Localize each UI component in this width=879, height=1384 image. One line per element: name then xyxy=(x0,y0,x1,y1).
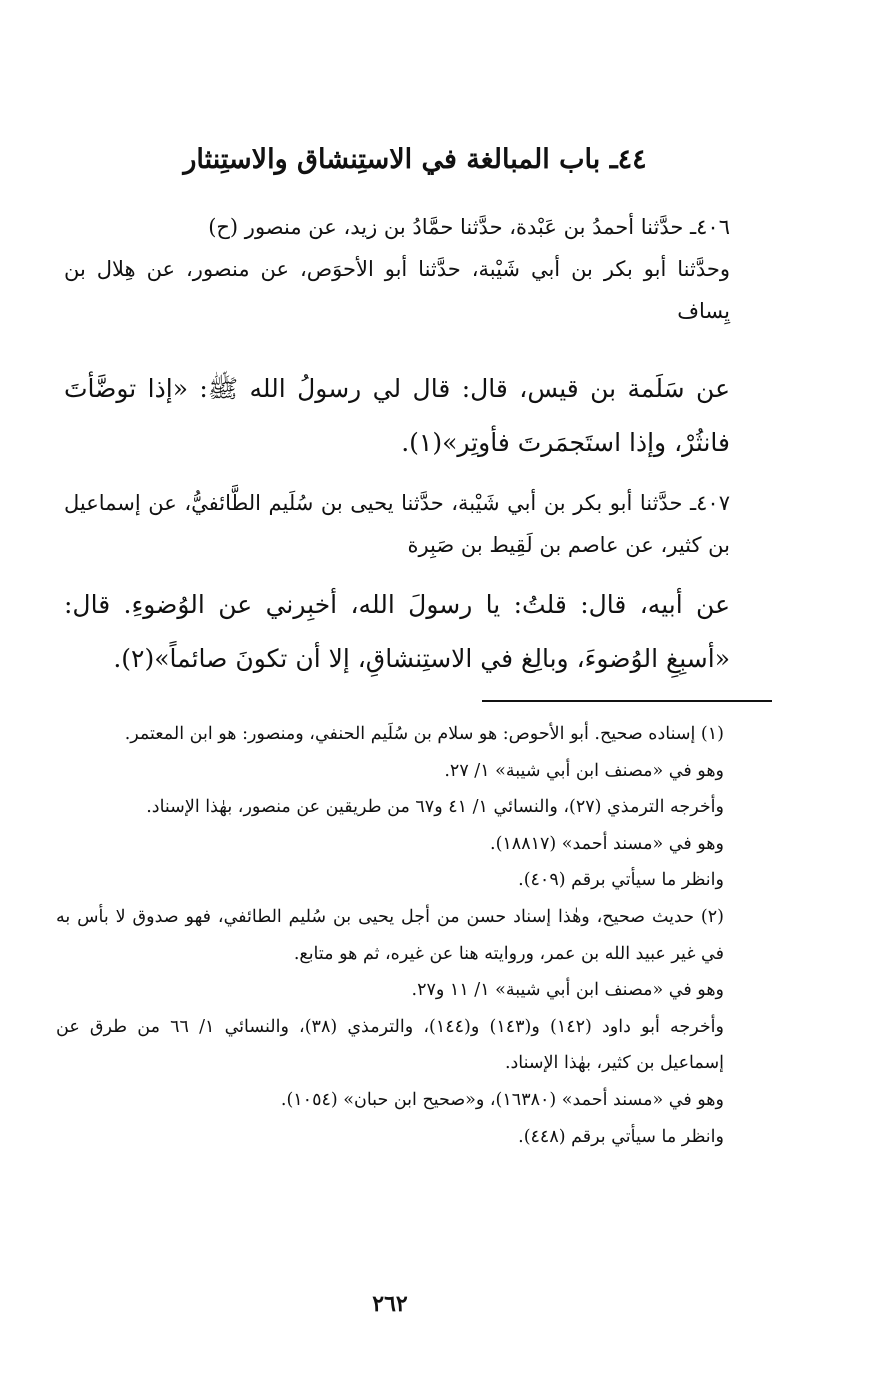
footnote-2-line: وأخرجه أبو داود (١٤٢) و(١٤٣) و(١٤٤)، والترمذي (٣٨)، والنسائي ١/ ٦٦ من طرق عن إسماعيل بن كثير، بهٰذا الإسناد. xyxy=(56,1016,724,1074)
chapter-heading: ٤٤ـ باب المبالغة في الاستِنشاق والاستِنثار xyxy=(183,144,647,175)
footnote-2-line: وهو في «مسند أحمد» (١٦٣٨٠)، و«صحيح ابن حبان» (١٠٥٤). xyxy=(280,1089,724,1110)
footnote-1-line: وهو في «مسند أحمد» (١٨٨١٧). xyxy=(490,833,724,854)
hadith-407-isnad xyxy=(64,482,730,566)
footnotes xyxy=(56,716,772,1155)
isnad-line-1: ٤٠٦ـ حدَّثنا أحمدُ بن عَبْدة، حدَّثنا حمَّادُ بن زيد، عن منصور (ح) xyxy=(208,215,730,239)
hadith-text: عن أبيه، قال: قلتُ: يا رسولَ الله، أخبِرني عن الوُضوءِ. قال: «أسبِغِ الوُضوءَ، وبالِغ في الاستِنشاقِ، إلا أن تكونَ صائماً»(٢). xyxy=(64,590,730,673)
hadith-407-text xyxy=(64,578,730,686)
hadith-text: عن سَلَمة بن قيس، قال: قال لي رسولُ الله ﷺ: «إذا توضَّأتَ فانثُرْ، وإذا استَجمَرتَ فأوتِر»(١). xyxy=(64,374,730,457)
hadith-406-text xyxy=(64,362,730,470)
isnad-line: ٤٠٧ـ حدَّثنا أبو بكر بن أبي شَيْبة، حدَّثنا يحيى بن سُلَيم الطَّائفيُّ، عن إسماعيل بن كثير، عن عاصم بن لَقِيط بن صَبِرة xyxy=(64,491,730,557)
footnote-2-line: وانظر ما سيأتي برقم (٤٤٨). xyxy=(518,1126,724,1147)
isnad-line-2: وحدَّثنا أبو بكر بن أبي شَيْبة، حدَّثنا أبو الأحوَص، عن منصور، عن هِلال بن يِساف xyxy=(64,257,730,323)
footnote-1-line: (١) إسناده صحيح. أبو الأحوص: هو سلام بن سُلَيم الحنفي، ومنصور: هو ابن المعتمر. xyxy=(124,724,724,744)
page-number: ٢٦٢ xyxy=(372,1291,408,1317)
footnote-2-line: وهو في «مصنف ابن أبي شيبة» ١/ ١١ و٢٧. xyxy=(411,980,724,1001)
footnote-1-line: وأخرجه الترمذي (٢٧)، والنسائي ١/ ٤١ و٦٧ من طريقين عن منصور، بهٰذا الإسناد. xyxy=(146,797,724,818)
footnote-2-line: (٢) حديث صحيح، وهٰذا إسناد حسن من أجل يحيى بن سُليم الطائفي، فهو صدوق لا بأس به في غير عبيد الله بن عمر، وروايته هنا عن غيره، ثم هو متابع. xyxy=(56,906,724,964)
footnote-1-line: وهو في «مصنف ابن أبي شيبة» ١/ ٢٧. xyxy=(444,760,724,781)
hadith-406-isnad xyxy=(64,206,730,332)
footnote-divider xyxy=(482,700,772,702)
footnote-1-line: وانظر ما سيأتي برقم (٤٠٩). xyxy=(518,870,724,891)
